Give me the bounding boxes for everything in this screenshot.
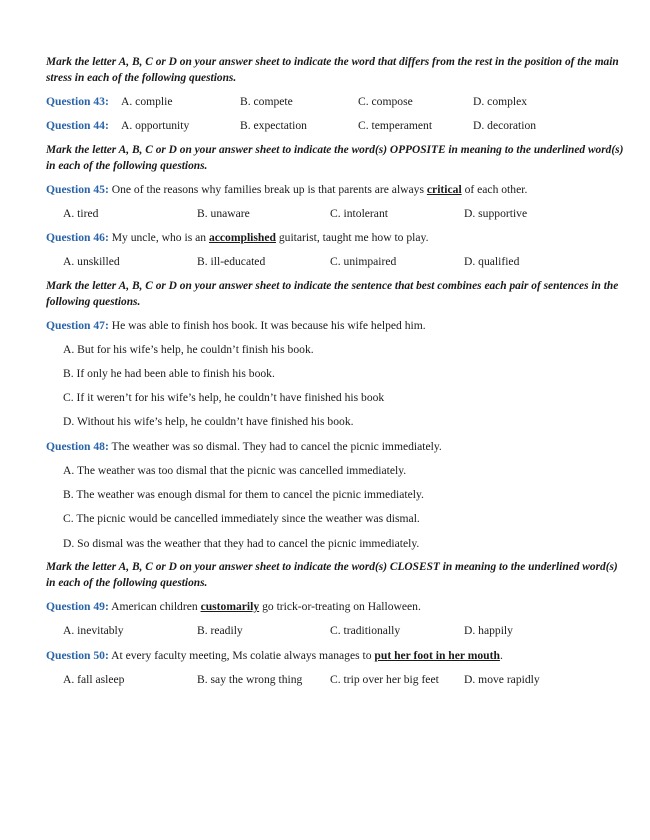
q50-option-a[interactable]: A. fall asleep	[63, 673, 125, 686]
q48-option-b[interactable]: B. The weather was enough dismal for them to cancel the picnic immediately.	[63, 488, 424, 501]
q50-option-c[interactable]: C. trip over her big feet	[330, 673, 439, 686]
q46-option-a[interactable]: A. unskilled	[63, 255, 120, 268]
q43-option-c[interactable]: C. compose	[358, 95, 413, 108]
q50-option-d[interactable]: D. move rapidly	[464, 673, 540, 686]
question-text-end: .	[499, 649, 503, 662]
instruction-closest: Mark the letter A, B, C or D on your answer sheet to indicate the word(s) CLOSEST in meaning to the underlined word(s) in each of the following questions.	[46, 561, 618, 589]
instruction-stress: Mark the letter A, B, C or D on your answer sheet to indicate the word that differs from the rest in the position of the main stress in each of the following questions.	[46, 56, 619, 84]
question-text-end: guitarist, taught me how to play.	[275, 231, 429, 244]
question-text: One of the reasons why families break up is that parents are always	[108, 183, 427, 196]
q44-option-a[interactable]: A. opportunity	[121, 119, 190, 132]
instruction-combine: Mark the letter A, B, C or D on your answer sheet to indicate the sentence that best combines each pair of sentences in the following questions.	[46, 280, 619, 308]
q50-option-b[interactable]: B. say the wrong thing	[197, 673, 303, 686]
q49-option-a[interactable]: A. inevitably	[63, 624, 124, 637]
question-45	[46, 182, 631, 198]
q49-option-c[interactable]: C. traditionally	[330, 624, 401, 637]
question-text: He was able to finish hos book. It was because his wife helped him.	[108, 319, 426, 332]
question-label: Question 50:	[46, 649, 109, 662]
q43-option-d[interactable]: D. complex	[473, 95, 528, 108]
question-text: My uncle, who is an	[108, 231, 209, 244]
q48-option-d[interactable]: D. So dismal was the weather that they had to cancel the picnic immediately.	[63, 537, 420, 550]
question-text: At every faculty meeting, Ms colatie always manages to	[108, 649, 375, 662]
question-label: Question 48:	[46, 440, 109, 453]
q46-option-c[interactable]: C. unimpaired	[330, 255, 397, 268]
q47-option-b[interactable]: B. If only he had been able to finish his book.	[63, 367, 275, 380]
q44-option-c[interactable]: C. temperament	[358, 119, 433, 132]
q44-option-b[interactable]: B. expectation	[240, 119, 307, 132]
question-label: Question 45:	[46, 183, 109, 196]
q43-option-b[interactable]: B. compete	[240, 95, 293, 108]
q47-option-a[interactable]: A. But for his wife’s help, he couldn’t finish his book.	[63, 343, 314, 356]
question-50	[46, 648, 631, 664]
q45-option-a[interactable]: A. tired	[63, 207, 99, 220]
q49-option-d[interactable]: D. happily	[464, 624, 513, 637]
underlined-word: accomplished	[208, 231, 276, 244]
underlined-phrase: put her foot in her mouth	[374, 649, 500, 662]
question-text-end: of each other.	[461, 183, 528, 196]
q43-option-a[interactable]: A. complie	[121, 95, 173, 108]
q45-option-c[interactable]: C. intolerant	[330, 207, 388, 220]
question-text-end: go trick-or-treating on Halloween.	[259, 600, 421, 613]
question-label: Question 44:	[46, 119, 109, 132]
q45-option-d[interactable]: D. supportive	[464, 207, 528, 220]
question-46	[46, 230, 631, 246]
underlined-word: customarily	[200, 600, 260, 613]
q48-option-c[interactable]: C. The picnic would be cancelled immediately since the weather was dismal.	[63, 512, 420, 525]
q46-option-b[interactable]: B. ill-educated	[197, 255, 266, 268]
question-label: Question 46:	[46, 231, 109, 244]
question-label: Question 43:	[46, 95, 109, 108]
q45-option-b[interactable]: B. unaware	[197, 207, 250, 220]
question-49	[46, 599, 631, 615]
q47-option-c[interactable]: C. If it weren’t for his wife’s help, he couldn’t have finished his book	[63, 391, 385, 404]
question-label: Question 47:	[46, 319, 109, 332]
q46-option-d[interactable]: D. qualified	[464, 255, 520, 268]
question-48	[46, 439, 631, 455]
q49-option-b[interactable]: B. readily	[197, 624, 243, 637]
q48-option-a[interactable]: A. The weather was too dismal that the picnic was cancelled immediately.	[63, 464, 407, 477]
question-label: Question 49:	[46, 600, 109, 613]
q47-option-d[interactable]: D. Without his wife’s help, he couldn’t have finished his book.	[63, 415, 354, 428]
instruction-opposite: Mark the letter A, B, C or D on your answer sheet to indicate the word(s) OPPOSITE in meaning to the underlined word(s) in each of the following questions.	[46, 144, 624, 172]
question-text: The weather was so dismal. They had to cancel the picnic immediately.	[108, 440, 442, 453]
underlined-word: critical	[426, 183, 462, 196]
question-47	[46, 318, 631, 334]
q44-option-d[interactable]: D. decoration	[473, 119, 537, 132]
question-text: American children	[108, 600, 201, 613]
